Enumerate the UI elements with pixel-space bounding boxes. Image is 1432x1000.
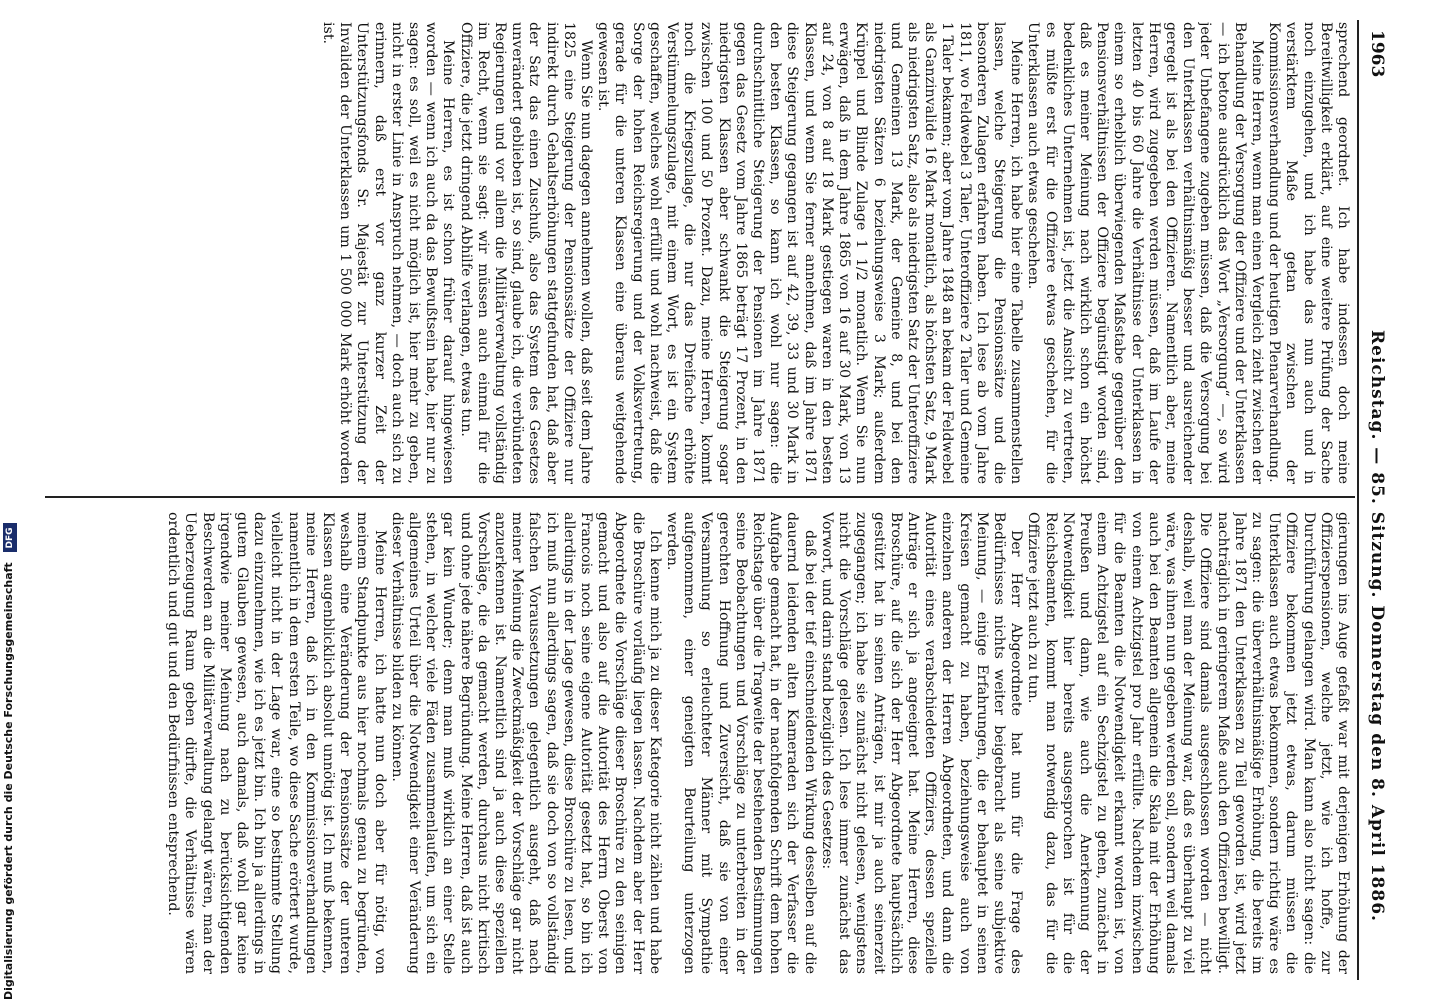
rotated-document-page bbox=[15, 0, 1395, 1000]
paragraph: gierungen ins Auge gefaßt war mit derjenigen Erhöhung der Offizierspensionen, welche jetzt, wie ich hoffe, zur Durchführung gelangen wird. Man kann also nicht sagen: die Offiziere bekommen jetzt etwas, darum müssen die Unterklassen auch etwas bekommen, sondern richtig wäre es zu sagen: die überverhältnismäßige Erhöhung, die bereits im Jahre 1871 den Unterklassen zu Teil geworden ist, wird jetzt nachträglich in geringerem Maße auch den Offizieren bewilligt. Die Offiziere sind damals ausgeschlossen worden — nicht deshalb, weil man der Meinung war, daß es überhaupt zu viel wäre, was ihnen nun gegeben werden soll, sondern weil damals auch bei den Beamten allgemein die Skala mit der Erhöhung von einem Achtzigstel pro Jahr erfüllte. Nachdem inzwischen für die Beamten die Notwendigkeit erkannt worden ist, von einem Achtzigstel auf ein Sechzigstel zu gehen, zunächst in Preußen und dann, wie auch die Anerkennung der Notwendigkeit hier bereits ausgesprochen ist für die Reichsbeamten, kommt man notwendig dazu, das für die Offiziere jetzt auch zu tun. bbox=[1025, 512, 1351, 974]
paragraph: Meine Herren, es ist schon früher darauf hingewiesen worden — wenn ich auch da das Bewußtsein habe, hier nur zu sagen: es soll, weil es nicht möglich ist, hier mehr zu geben, nicht in erster Linie in Anspruch nehmen, — doch auch sich zu erinnern, daß erst vor ganz kurzer Zeit der Unterstützungsfonds Sr. Majestät zur Unterstützung der Invaliden der Unterklassen um 1 500 000 Mark erhöht worden ist. bbox=[320, 22, 457, 484]
paragraph: Ich kenne mich ja zu dieser Kategorie nicht zählen und habe die Broschüre vorläufig liegen lassen. Nachdem aber der Herr Abgeordnete die Vorschläge dieser Broschüre zu den seinigen gemacht und also auf die Autorität des Herrn Oberst von Francois noch seine eigene Autorität gesetzt hat, so bin ich allerdings in der Lage gewesen, diese Broschüre zu lesen, und ich muß nun allerdings sagen, daß sie doch von so vollständig falschen Voraussetzungen gelegentlich ausgeht, daß nach meiner Meinung die Zweckmäßigkeit der Vorschläge gar nicht anzuerkennen ist. Namentlich sind ja auch diese speziellen Vorschläge, die da gemacht werden, durchaus nicht kritisch und ohne jede nähere Begründung. Meine Herren, daß ist auch gar kein Wunder; denn man muß wirklich an einer Stelle stehen, in welcher viele Fäden zusammenlaufen, um sich ein allgemeines Urteil über die Notwendigkeit einer Veränderung dieser Verhältnisse bilden zu können. bbox=[388, 512, 663, 974]
paragraph: Wenn Sie nun dagegen annehmen wollen, daß seit dem Jahre 1825 eine Steigerung der Pensionssätze der Offiziere nur indirekt durch Gehaltserhöhungen stattgefunden hat, daß aber der Satz das einen Zuschuß, also das System des Gesetzes unverändert geblieben ist, so sind, glaube ich, die verbündeten Regierungen und vor allem die Militärverwaltung vollständig im Recht, wenn sie sagt: wir müssen auch einmal für die Offiziere, die jetzt dringend Abhilfe verlangen, etwas tun. bbox=[457, 22, 595, 484]
paragraph: Der Herr Abgeordnete hat nun für die Frage des Bedürfnisses nichts weiter beigebracht als seine subjektive Meinung, — einige Erfahrungen, die er behauptet in seinen Kreisen gemacht zu haben, beziehungsweise auch von einzelnen anderen der Herren Abgeordneten, und dann die Autorität eines verabschiedeten Offiziers, dessen spezielle Anträge er sich ja angeeignet hat. Meine Herren, diese Broschüre, auf die sich der Herr Abgeordnete hauptsächlich gestützt hat in seinen Anträgen, ist mir ja auch seinerzeit zugegangen; ich habe sie zunächst nicht gelesen, wenigstens nicht die Vorschläge gelesen. Ich lese immer zunächst das Vorwort, und darin stand bezüglich des Gesetzes: bbox=[818, 512, 1025, 974]
caption-text: Digitalisierung gefördert durch die Deutsche Forschungsgemeinschaft bbox=[2, 562, 15, 1000]
page-number: 1963 bbox=[1367, 30, 1387, 78]
text-column-right bbox=[51, 512, 1351, 974]
paragraph: Meine Herren, wenn man einen Vergleich zieht zwischen der Behandlung der Versorgung der Offiziere und der Unterklassen — ich betone ausdrücklich das Wort „Versorgung“ —, so wird jeder Unbefangene zugeben müssen, daß die Versorgung bei den Unterklassen verhältnismäßig besser und ausreichender geregelt ist als bei den Offizieren. Namentlich aber, meine Herren, wird zugegeben werden müssen, daß im Laufe der letzten 40 bis 60 Jahre die Verhältnisse der Unterklassen in einem so erheblich überwiegenden Maßstabe gegenüber den Pensionsverhältnissen der Offiziere begünstigt worden sind, daß es meiner Meinung nach wirklich schon ein höchst bedenkliches Unternehmen ist, jetzt die Ansicht zu vertreten, es müßte erst für die Offiziere etwas geschehen, für die Unterklassen auch etwas geschehen. bbox=[1025, 22, 1265, 484]
running-header bbox=[1357, 30, 1387, 970]
paragraph: sprechend geordnet. Ich habe indessen doch meine Bereitwilligkeit erklärt, auf eine weitere Prüfung der Sache noch einzugehen, und ich habe das nun auch und in verstärktem Maße getan zwischen der Kommissionsverhandlung und der heutigen Plenarverhandlung. bbox=[1266, 22, 1351, 484]
text-column-left bbox=[51, 22, 1351, 484]
column-divider bbox=[45, 496, 1355, 498]
paragraph: Meine Herren, ich habe hier eine Tabelle zusammenstellen lassen, welche Steigerung die Pensionssätze und die besonderen Zulagen erfahren haben. Ich lese ab vom Jahre 1811, wo Feldwebel 3 Taler, Unteroffiziere 2 Taler und Gemeine 1 Taler bekamen; aber vom Jahre 1848 an bekam der Feldwebel als Ganzinvalide 16 Mark monatlich, als höchsten Satz, 9 Mark als niedrigsten Satz, also als niedrigsten Satz der Unteroffiziere und Gemeinen 13 Mark, der Gemeine 8, und bei den niedrigsten Sätzen 6 beziehungsweise 3 Mark; außerdem Krüppel und Blinde Zulage 1 1/2 monatlich. Wenn Sie nun erwägen, daß in dem Jahre 1865 von 16 auf 30 Mark, von 13 auf 24, von 8 auf 18 Mark gestiegen waren in den besten Klassen, und wenn Sie ferner annehmen, daß im Jahre 1871 diese Steigerung gegangen ist auf 42, 39, 33 und 30 Mark in den besten Klassen, so kann ich wohl nur sagen: die durchschnittliche Steigerung der Pensionen im Jahre 1871 gegen das Gesetz vom Jahre 1865 beträgt 17 Prozent, in den niedrigsten Klassen aber schwankt die Steigerung sogar zwischen 100 und 50 Prozent. Dazu, meine Herren, kommt noch die Kriegszulage, die nur das Dreifache erhöhte Verstümmelungszulage, mit einem Wort, es ist ein System geschaffen, welches wohl erfüllt und wohl nachweist, daß die Sorge der hohen Reichsregierung und der Volksvertretung, gerade für die unteren Klassen eine überaus weitgehende gewesen ist. bbox=[595, 22, 1025, 484]
paragraph: daß bei der tief einschneidenden Wirkung desselben auf die dauernd leidenden alten Kameraden sich der Verfasser die Aufgabe gemacht hat, in der nachfolgenden Schrift dem hohen Reichstage über die Tragweite der bestehenden Bestimmungen seine Beobachtungen und Vorschläge zu unterbreiten in der gerechten Hoffnung und Zuversicht, daß sie von einer Versammlung so erleuchteter Männer mit Sympathie aufgenommen, einer geneigten Beurteilung unterzogen werden. bbox=[664, 512, 818, 974]
digitization-caption bbox=[2, 0, 20, 1000]
paragraph: Meine Herren, ich hatte nun doch aber für nötig, von meinem Standpunkte aus hier nochmals genau zu begründen, weshalb eine Veränderung der Pensionssätze der unteren Klassen augenblicklich absolut unnötig ist. Ich muß bekennen, meine Herren, daß ich in den Kommissionsverhandlungen namentlich in dem ersten Teile, wo diese Sache erörtert wurde, vielleicht nicht in der Lage war, eine so bestimmte Stellung dazu einzunehmen, wie ich es jetzt bin. Ich bin ja allerdings in gutem Glauben gewesen, auch damals, daß wohl gar keine irgendwie meiner Meinung nach zu berücksichtigenden Beschwerden an die Militärverwaltung gelangt wären, man der Ueberzeugung Raum geben dürfte, die Verhältnisse wären ordentlich und gut und den Bedürfnissen entsprechend. bbox=[165, 512, 388, 974]
header-rule bbox=[1357, 20, 1359, 980]
dfg-logo: DFG bbox=[3, 523, 17, 552]
running-title: Reichstag. — 85. Sitzung. Donnerstag den 8. April 1886. bbox=[1367, 330, 1387, 922]
